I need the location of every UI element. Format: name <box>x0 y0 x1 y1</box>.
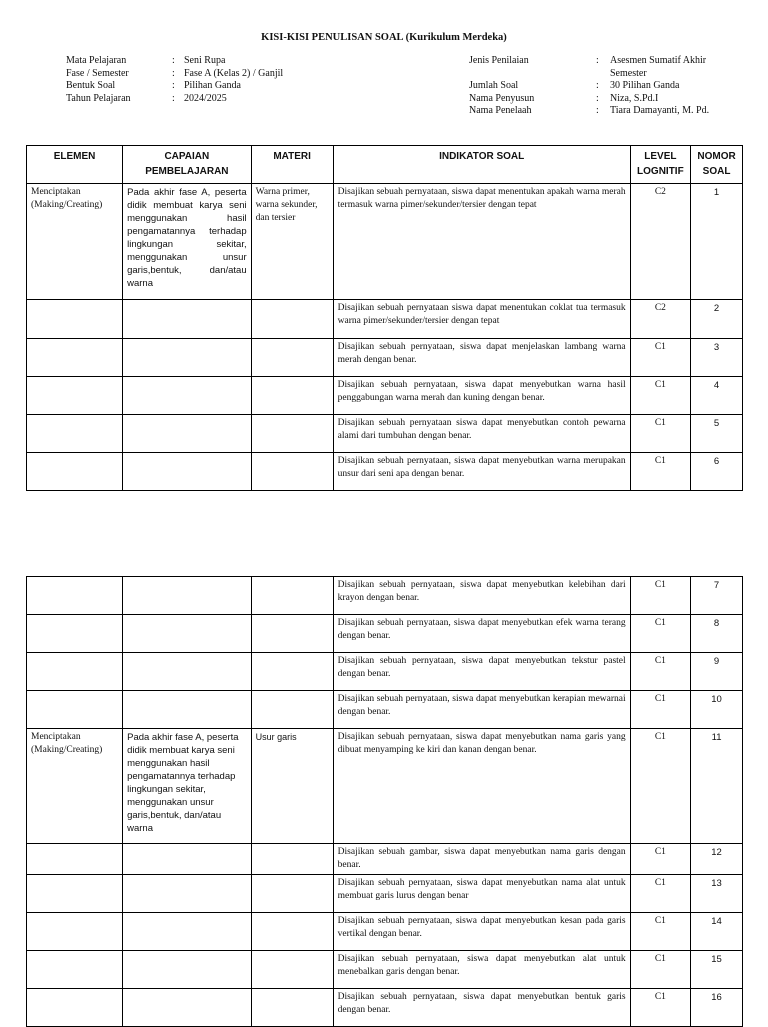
info-row-reviewer <box>469 105 738 118</box>
cell-materi <box>251 453 333 491</box>
table-row <box>27 453 743 491</box>
cell-materi <box>251 844 333 875</box>
cell-level: C1 <box>630 339 690 377</box>
info-colon: : <box>596 92 599 104</box>
cell-elemen <box>27 989 123 1027</box>
cell-capaian <box>123 844 252 875</box>
cell-nomor: 12 <box>691 844 743 875</box>
cell-indikator: Disajikan sebuah pernyataan, siswa dapat menyebutkan kerapian mewarnai dengan benar. <box>333 691 630 729</box>
cell-level: C1 <box>630 691 690 729</box>
cell-materi <box>251 577 333 615</box>
cell-materi <box>251 913 333 951</box>
cell-capaian <box>123 653 252 691</box>
info-label: Nama Penelaah <box>469 105 532 116</box>
table-row <box>27 844 743 875</box>
cell-indikator: Disajikan sebuah pernyataan, siswa dapat menyebutkan tekstur pastel dengan benar. <box>333 653 630 691</box>
column-header-level: LEVEL LOGNITIF <box>630 146 690 184</box>
cell-level: C1 <box>630 844 690 875</box>
cell-nomor: 3 <box>691 339 743 377</box>
cell-capaian <box>123 615 252 653</box>
cell-nomor: 11 <box>691 729 743 844</box>
cell-nomor: 4 <box>691 377 743 415</box>
cell-elemen: Menciptakan (Making/Creating) <box>27 184 123 300</box>
cell-nomor: 13 <box>691 875 743 913</box>
info-row-author <box>469 93 738 106</box>
cell-indikator: Disajikan sebuah pernyataan, siswa dapat menyebutkan warna merupakan unsur dari seni apa dengan benar. <box>333 453 630 491</box>
table-row <box>27 913 743 951</box>
cell-materi: Usur garis <box>251 729 333 844</box>
info-row-year <box>66 93 283 106</box>
cell-capaian: Pada akhir fase A, peserta didik membuat karya seni menggunakan hasil pengamatannya terhadap lingkungan sekitar, menggunakan unsur garis,bentuk, dan/atau warna <box>123 729 252 844</box>
info-colon: : <box>172 67 175 79</box>
question-grid-table-continued <box>26 576 743 1027</box>
cell-indikator: Disajikan sebuah pernyataan siswa dapat menyebutkan contoh pewarna alami dari tumbuhan dengan benar. <box>333 415 630 453</box>
cell-level: C1 <box>630 989 690 1027</box>
cell-capaian <box>123 913 252 951</box>
cell-indikator: Disajikan sebuah pernyataan, siswa dapat menjelaskan lambang warna merah dengan benar. <box>333 339 630 377</box>
cell-elemen <box>27 453 123 491</box>
table-row <box>27 653 743 691</box>
cell-materi <box>251 339 333 377</box>
cell-indikator: Disajikan sebuah pernyataan, siswa dapat menyebutkan alat untuk menebalkan garis dengan benar. <box>333 951 630 989</box>
cell-capaian <box>123 875 252 913</box>
cell-elemen <box>27 951 123 989</box>
table-row <box>27 339 743 377</box>
info-value: Fase A (Kelas 2) / Ganjil <box>184 67 284 79</box>
cell-indikator: Disajikan sebuah pernyataan, siswa dapat menyebutkan nama garis yang dibuat menyamping ke kiri dan kanan dengan benar. <box>333 729 630 844</box>
cell-materi: Warna primer, warna sekunder, dan tersier <box>251 184 333 300</box>
info-colon: : <box>172 55 175 66</box>
info-label: Nama Penyusun <box>469 92 535 104</box>
table-row <box>27 300 743 339</box>
cell-level: C1 <box>630 453 690 491</box>
cell-level: C1 <box>630 415 690 453</box>
info-label: Jenis Penilaian <box>469 55 529 66</box>
table-row <box>27 989 743 1027</box>
cell-elemen <box>27 913 123 951</box>
info-value: Asesmen Sumatif Akhir Semester <box>610 55 707 79</box>
cell-materi <box>251 875 333 913</box>
column-header-capaian: CAPAIAN PEMBELAJARAN <box>123 146 252 184</box>
cell-nomor: 16 <box>691 989 743 1027</box>
info-label: Bentuk Soal <box>66 80 116 91</box>
cell-indikator: Disajikan sebuah pernyataan, siswa dapat menentukan apakah warna merah termasuk warna pimer/sekunder/tersier dengan tepat <box>333 184 630 300</box>
info-value: 2024/2025 <box>184 92 227 104</box>
table-row <box>27 377 743 415</box>
cell-elemen: Menciptakan (Making/Creating) <box>27 729 123 844</box>
cell-capaian <box>123 951 252 989</box>
info-value: 30 Pilihan Ganda <box>610 80 680 91</box>
cell-elemen <box>27 875 123 913</box>
column-header-materi: MATERI <box>251 146 333 184</box>
cell-nomor: 15 <box>691 951 743 989</box>
cell-nomor: 2 <box>691 300 743 339</box>
info-row-assessment <box>469 55 738 80</box>
cell-indikator: Disajikan sebuah pernyataan, siswa dapat menyebutkan kelebihan dari krayon dengan benar. <box>333 577 630 615</box>
table-row <box>27 615 743 653</box>
info-row-phase <box>66 68 283 81</box>
column-header-elemen: ELEMEN <box>27 146 123 184</box>
info-value: Niza, S.Pd.I <box>610 92 659 104</box>
cell-indikator: Disajikan sebuah pernyataan, siswa dapat menyebutkan efek warna terang dengan benar. <box>333 615 630 653</box>
cell-indikator: Disajikan sebuah pernyataan, siswa dapat menyebutkan kesan pada garis vertikal dengan benar. <box>333 913 630 951</box>
cell-indikator: Disajikan sebuah pernyataan, siswa dapat menyebutkan warna hasil penggabungan warna merah dan kuning dengan benar. <box>333 377 630 415</box>
cell-capaian <box>123 377 252 415</box>
cell-capaian <box>123 453 252 491</box>
table-header-row <box>27 146 743 184</box>
cell-level: C1 <box>630 913 690 951</box>
table-row <box>27 415 743 453</box>
cell-indikator: Disajikan sebuah pernyataan siswa dapat menentukan coklat tua termasuk warna pimer/sekunder/tersier dengan tepat <box>333 300 630 339</box>
page-title: KISI-KISI PENULISAN SOAL (Kurikulum Merdeka) <box>261 32 507 43</box>
document-info-left <box>66 55 283 105</box>
question-grid-table <box>26 145 743 491</box>
cell-nomor: 9 <box>691 653 743 691</box>
cell-capaian <box>123 300 252 339</box>
cell-capaian <box>123 415 252 453</box>
table-row <box>27 184 743 300</box>
cell-elemen <box>27 300 123 339</box>
column-header-indikator: INDIKATOR SOAL <box>333 146 630 184</box>
document-info-right <box>469 55 738 118</box>
cell-level: C1 <box>630 615 690 653</box>
cell-nomor: 6 <box>691 453 743 491</box>
table-row <box>27 577 743 615</box>
cell-materi <box>251 300 333 339</box>
cell-nomor: 8 <box>691 615 743 653</box>
cell-elemen <box>27 691 123 729</box>
info-colon: : <box>596 80 599 91</box>
cell-nomor: 1 <box>691 184 743 300</box>
cell-nomor: 14 <box>691 913 743 951</box>
info-row-subject <box>66 55 283 68</box>
cell-capaian: Pada akhir fase A, peserta didik membuat karya seni menggunakan hasil pengamatannya terhadap lingkungan sekitar, menggunakan unsur garis,bentuk, dan/atau warna <box>123 184 252 300</box>
table-row <box>27 691 743 729</box>
info-value: Pilihan Ganda <box>184 80 241 91</box>
cell-level: C1 <box>630 729 690 844</box>
cell-elemen <box>27 615 123 653</box>
cell-elemen <box>27 653 123 691</box>
cell-level: C1 <box>630 377 690 415</box>
info-label: Fase / Semester <box>66 67 129 79</box>
cell-nomor: 10 <box>691 691 743 729</box>
info-label: Mata Pelajaran <box>66 55 127 66</box>
column-header-nomor: NOMOR SOAL <box>691 146 743 184</box>
cell-level: C1 <box>630 875 690 913</box>
table-row <box>27 951 743 989</box>
cell-indikator: Disajikan sebuah pernyataan, siswa dapat menyebutkan bentuk garis dengan benar. <box>333 989 630 1027</box>
cell-level: C1 <box>630 653 690 691</box>
cell-materi <box>251 653 333 691</box>
cell-materi <box>251 951 333 989</box>
table-row <box>27 875 743 913</box>
cell-elemen <box>27 339 123 377</box>
cell-capaian <box>123 577 252 615</box>
cell-capaian <box>123 691 252 729</box>
info-value: Seni Rupa <box>184 55 226 66</box>
cell-materi <box>251 615 333 653</box>
cell-elemen <box>27 377 123 415</box>
cell-level: C1 <box>630 577 690 615</box>
cell-elemen <box>27 844 123 875</box>
cell-elemen <box>27 415 123 453</box>
info-colon: : <box>172 92 175 104</box>
info-colon: : <box>596 105 599 116</box>
cell-materi <box>251 377 333 415</box>
table-row <box>27 729 743 844</box>
cell-level: C2 <box>630 300 690 339</box>
cell-nomor: 7 <box>691 577 743 615</box>
cell-indikator: Disajikan sebuah pernyataan, siswa dapat menyebutkan nama alat untuk membuat garis lurus dengan benar <box>333 875 630 913</box>
cell-nomor: 5 <box>691 415 743 453</box>
info-label: Jumlah Soal <box>469 80 519 91</box>
info-colon: : <box>172 80 175 91</box>
info-value: Tiara Damayanti, M. Pd. <box>610 105 710 116</box>
cell-indikator: Disajikan sebuah gambar, siswa dapat menyebutkan nama garis dengan benar. <box>333 844 630 875</box>
info-row-question-count <box>469 80 738 93</box>
cell-materi <box>251 691 333 729</box>
cell-capaian <box>123 339 252 377</box>
cell-level: C2 <box>630 184 690 300</box>
info-row-question-type <box>66 80 283 93</box>
cell-capaian <box>123 989 252 1027</box>
cell-materi <box>251 415 333 453</box>
cell-elemen <box>27 577 123 615</box>
cell-materi <box>251 989 333 1027</box>
cell-level: C1 <box>630 951 690 989</box>
info-label: Tahun Pelajaran <box>66 92 131 104</box>
info-colon: : <box>596 55 599 66</box>
